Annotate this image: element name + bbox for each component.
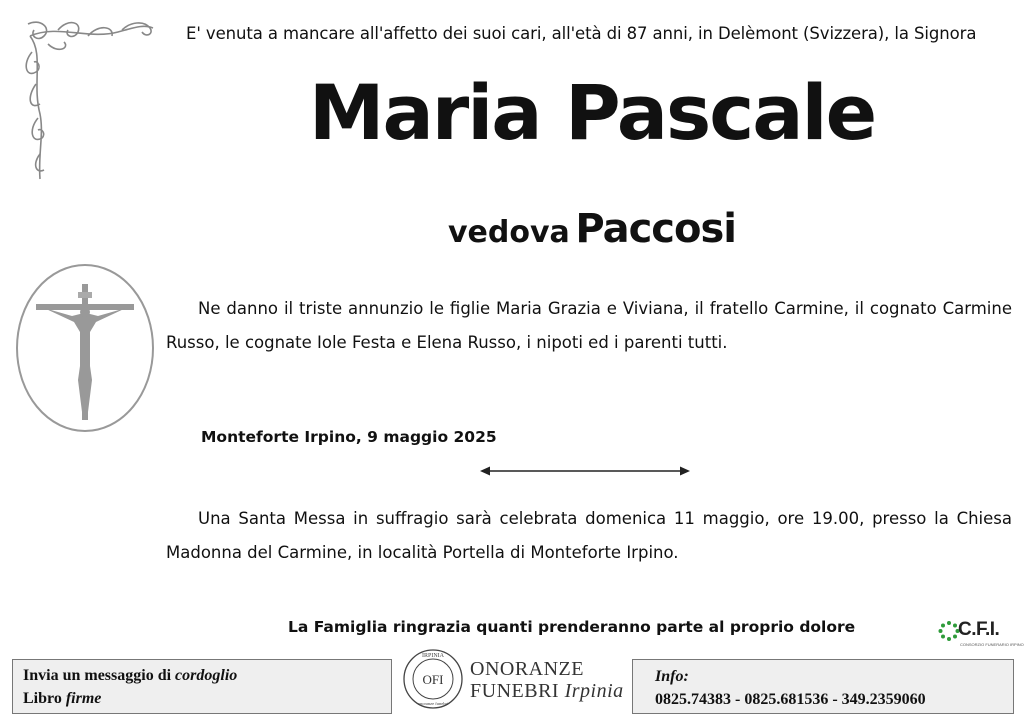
brand-line2-prefix: FUNEBRI	[470, 680, 560, 702]
cfi-logo	[938, 618, 1024, 652]
widow-prefix: vedova	[447, 215, 570, 250]
funeral-home-brand	[402, 648, 630, 714]
brand-line2-italic: Irpinia	[564, 680, 624, 702]
funeral-home-seal-icon	[402, 648, 464, 710]
brand-line2	[470, 680, 624, 702]
deceased-name: Maria Pascale	[308, 68, 876, 157]
info-box	[632, 659, 1014, 714]
condolence-box[interactable]	[12, 659, 392, 714]
condolence-emphasis: cordoglio	[175, 667, 238, 684]
condolence-link[interactable]	[23, 664, 381, 687]
info-label: Info:	[655, 668, 689, 685]
seal-bottom-text: onoranze funebri	[417, 701, 449, 706]
cfi-subtitle: CONSORZIO FUNERARIO IRPINO	[960, 642, 1024, 647]
widow-surname: Paccosi	[575, 206, 737, 252]
guestbook-label: Libro	[23, 690, 62, 707]
mass-body: Una Santa Messa in suffragio sarà celebrata domenica 11 maggio, ore 19.00, presso la Chiesa Madonna del Carmine, in località Portella di Monteforte Irpino.	[166, 509, 1012, 562]
announcement-text	[166, 292, 1012, 360]
guestbook-link[interactable]	[23, 687, 381, 710]
cfi-dots-icon	[938, 620, 960, 642]
info-label-text: Info	[655, 668, 684, 685]
announcement-body: Ne danno il triste annunzio le figlie Maria Grazia e Viviana, il fratello Carmine, il cognato Carmine Russo, le cognate Iole Festa e Elena Russo, i nipoti ed i parenti tutti.	[166, 299, 1012, 352]
place-date: Monteforte Irpino, 9 maggio 2025	[201, 428, 497, 446]
double-arrow-divider	[480, 463, 690, 479]
brand-name	[470, 658, 624, 702]
brand-line1: ONORANZE	[470, 658, 584, 680]
widow-line	[0, 206, 1024, 252]
thanks-line: La Famiglia ringrazia quanti prenderanno parte al proprio dolore	[288, 618, 856, 636]
intro-line: E' venuta a mancare all'affetto dei suoi cari, all'età di 87 anni, in Delèmont (Svizzera), la Signora	[186, 24, 977, 43]
crucifix-icon	[14, 262, 156, 434]
condolence-label: Invia un messaggio di	[23, 667, 172, 684]
seal-top-text: IRPINIA	[422, 653, 444, 659]
cfi-logo-text: C.F.I.	[958, 619, 1000, 640]
info-phones[interactable]: 0825.74383 - 0825.681536 - 349.2359060	[655, 691, 926, 708]
seal-monogram: OFI	[422, 672, 444, 687]
guestbook-emphasis: firme	[65, 690, 102, 707]
mass-text	[166, 502, 1012, 570]
